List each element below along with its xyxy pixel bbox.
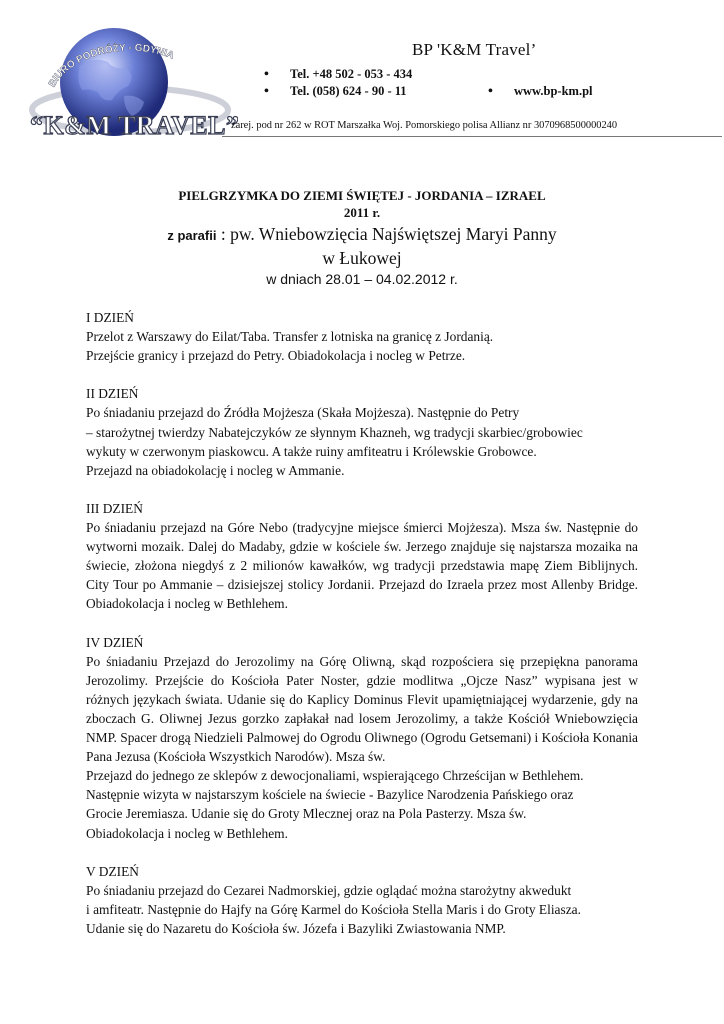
contact-website <box>488 83 593 100</box>
day-section <box>86 862 638 938</box>
phone-row <box>264 66 412 83</box>
day-line: wykuty w czerwonym piaskowcu. A także ruiny amfiteatru i Królewskie Grobowce. <box>86 443 537 459</box>
day-line: Przejazd na obiadokolację i nocleg w Ammanie. <box>86 462 345 478</box>
phone-2: Tel. (058) 624 - 90 - 11 <box>290 84 407 98</box>
day-heading: V DZIEŃ <box>86 863 139 879</box>
day-line: – starożytnej twierdzy Nabatejczyków ze słynnym Khazneh, wg tradycji skarbiec/grobowiec <box>86 424 583 440</box>
day-line: i amfiteatr. Następnie do Hajfy na Górę Karmel do Kościoła Stella Maris i do Groty Eliasza. <box>86 901 581 917</box>
company-name: BP 'K&M Travel’ <box>412 40 537 59</box>
day-paragraph: Po śniadaniu Przejazd do Jerozolimy na Górę Oliwną, skąd rozpościera się przepiękna panorama Jerozolimy. Przejście do Kościoła Pater Noster, gdzie modlitwa „Ojcze Nasz” wypisana jest w różnych językach świata. Udanie się do Kaplicy Dominus Flevit upamiętniającej wydarzenie, gdy na zboczach G. Oliwnej Jezus gorzko zapłakał nad losem Jerozolimy, a także Kościół Wniebowzięcia NMP. Spacer drogą Niedzieli Palmowej do Ogrodu Oliwnego (Ogrodu Getsemani) i Kościoła Konania Pana Jezusa (Kościoła Wszystkich Narodów). Msza św. <box>86 653 638 765</box>
parish-place: w Łukowej <box>322 248 402 268</box>
logo-brand-text: “K&M TRAVEL” <box>30 111 238 140</box>
bullet-icon: • <box>488 84 493 99</box>
day-heading: II DZIEŃ <box>86 386 139 402</box>
itinerary <box>86 308 638 957</box>
parish-separator: : <box>216 224 231 244</box>
day-paragraph: Po śniadaniu przejazd na Góre Nebo (tradycyjne miejsce śmierci Mojżesza). Msza św. Następnie do wytworni mozaik. Dalej do Madaby, gdzie w kościele św. Jerzego znajduje się najstarsza mozaika na świecie, złożona niegdyś z 2 milionów kawałków, wg tradycji przedstawia mapę Ziem Biblijnych. City Tour po Ammanie – dzisiejszej stolicy Jordanii. Przejazd do Izraela przez most Allenby Bridge. Obiadokolacja i nocleg w Bethlehem. <box>86 520 638 612</box>
day-section <box>86 499 638 614</box>
company-logo <box>28 26 238 144</box>
phone-1: Tel. +48 502 - 053 - 434 <box>290 67 413 81</box>
day-line: Następnie wizyta w najstarszym kościele na świecie - Bazylice Narodzenia Pańskiego oraz <box>86 787 574 803</box>
day-section <box>86 633 638 843</box>
parish-line <box>0 224 724 245</box>
day-section <box>86 384 638 479</box>
day-line: Udanie się do Nazaretu do Kościoła św. Józefa i Bazyliki Zwiastowania NMP. <box>86 921 506 936</box>
globe-logo-icon <box>28 26 238 144</box>
day-section <box>86 308 638 365</box>
day-line: Grocie Jeremiasza. Udanie się do Groty Mlecznej oraz na Pola Pasterzy. Msza św. <box>86 806 527 822</box>
bullet-icon: • <box>264 67 269 82</box>
parish-label: z parafii <box>167 228 217 243</box>
phone-row <box>264 83 412 100</box>
day-line: Po śniadaniu przejazd do Źródła Mojżesza (Skała Mojżesza). Następnie do Petry <box>86 405 520 421</box>
logo-arc-text: BIURO PODRÓŻY - GDYNIA <box>46 42 176 90</box>
contact-phones <box>264 66 412 100</box>
day-line: Przelot z Warszawy do Eilat/Taba. Transfer z lotniska na granicę z Jordanią. <box>86 329 494 345</box>
trip-title: PIELGRZYMKA DO ZIEMI ŚWIĘTEJ - JORDANIA – IZRAEL <box>178 188 546 203</box>
bullet-icon: • <box>264 84 269 99</box>
day-line: Przejście granicy i przejazd do Petry. Obiadokolacja i nocleg w Petrze. <box>86 348 466 364</box>
parish-name: pw. Wniebowzięcia Najświętszej Maryi Panny <box>230 224 557 244</box>
day-line: Obiadokolacja i nocleg w Bethlehem. <box>86 825 288 841</box>
registration-info: zarej. pod nr 262 w ROT Marszałka Woj. Pomorskiego polisa Allianz nr 3070968500000240 <box>231 120 618 131</box>
day-line: Przejazd do jednego ze sklepów z dewocjonaliami, wspierającego Chrześcijan w Bethlehem. <box>86 768 584 784</box>
website-link[interactable]: www.bp-km.pl <box>514 84 593 98</box>
header-divider <box>222 136 722 137</box>
day-heading: I DZIEŃ <box>86 310 134 325</box>
day-heading: IV DZIEŃ <box>86 634 144 650</box>
day-line: Po śniadaniu przejazd do Cezarei Nadmorskiej, gdzie oglądać można starożytny akwedukt <box>86 882 572 898</box>
day-heading: III DZIEŃ <box>86 500 143 516</box>
trip-year: 2011 r. <box>343 205 381 220</box>
trip-dates: w dniach 28.01 – 04.02.2012 r. <box>266 271 458 287</box>
